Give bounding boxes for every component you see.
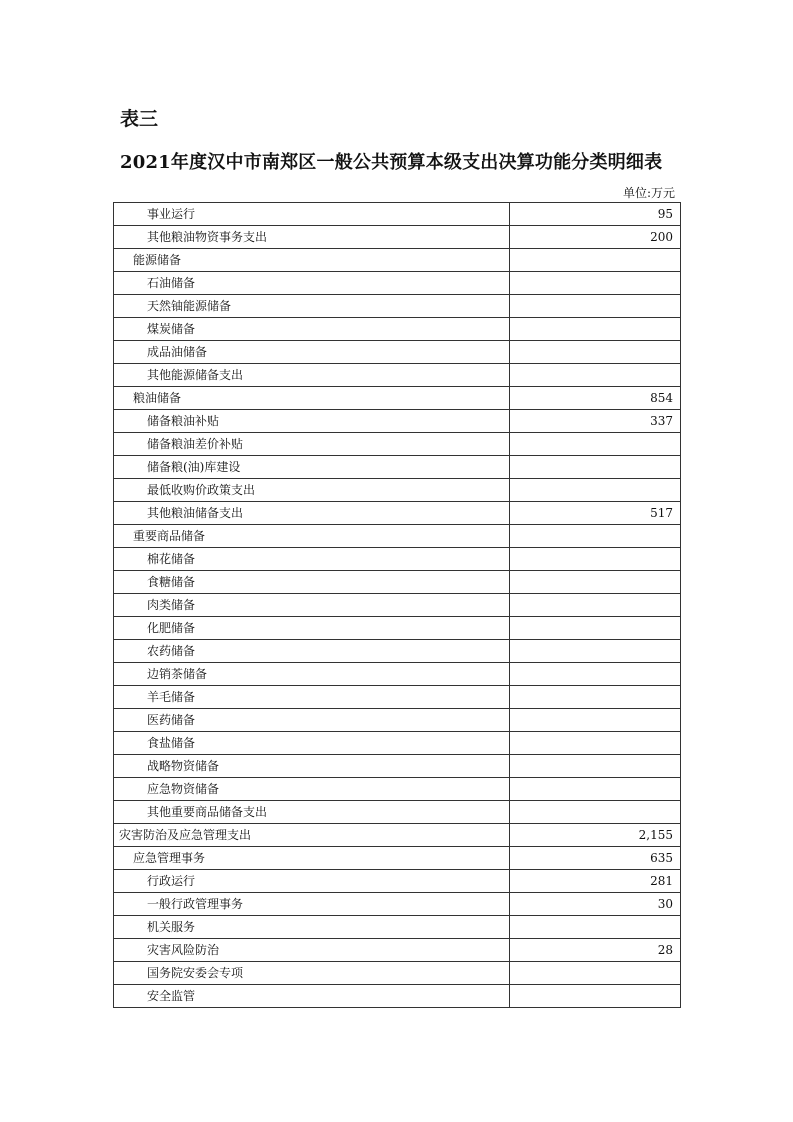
item-name-cell: 天然铀能源储备	[114, 295, 510, 318]
amount-cell: 517	[510, 502, 681, 525]
table-row	[114, 571, 681, 594]
amount-cell	[510, 594, 681, 617]
amount-cell	[510, 962, 681, 985]
table-row	[114, 318, 681, 341]
amount-cell: 95	[510, 203, 681, 226]
table-row	[114, 870, 681, 893]
table-row	[114, 893, 681, 916]
table-row	[114, 686, 681, 709]
item-name-cell: 煤炭储备	[114, 318, 510, 341]
section-heading: 表三	[120, 108, 159, 130]
item-name-cell: 棉花储备	[114, 548, 510, 571]
item-name-cell: 战略物资储备	[114, 755, 510, 778]
amount-cell	[510, 479, 681, 502]
item-name-cell: 食盐储备	[114, 732, 510, 755]
item-name-cell: 羊毛储备	[114, 686, 510, 709]
item-name-cell: 重要商品储备	[114, 525, 510, 548]
amount-cell: 2,155	[510, 824, 681, 847]
item-name-cell: 灾害风险防治	[114, 939, 510, 962]
amount-cell	[510, 985, 681, 1008]
item-name-cell: 一般行政管理事务	[114, 893, 510, 916]
item-name-cell: 储备粮油补贴	[114, 410, 510, 433]
amount-cell	[510, 617, 681, 640]
budget-table-body	[114, 203, 681, 1008]
amount-cell	[510, 640, 681, 663]
table-row	[114, 295, 681, 318]
amount-cell: 337	[510, 410, 681, 433]
amount-cell	[510, 525, 681, 548]
amount-cell	[510, 686, 681, 709]
item-name-cell: 其他重要商品储备支出	[114, 801, 510, 824]
item-name-cell: 农药储备	[114, 640, 510, 663]
amount-cell	[510, 318, 681, 341]
item-name-cell: 食糖储备	[114, 571, 510, 594]
amount-cell	[510, 732, 681, 755]
amount-cell	[510, 456, 681, 479]
table-row	[114, 525, 681, 548]
table-row	[114, 801, 681, 824]
item-name-cell: 肉类储备	[114, 594, 510, 617]
amount-cell: 200	[510, 226, 681, 249]
item-name-cell: 化肥储备	[114, 617, 510, 640]
table-row	[114, 548, 681, 571]
table-row	[114, 709, 681, 732]
item-name-cell: 灾害防治及应急管理支出	[114, 824, 510, 847]
table-row	[114, 226, 681, 249]
item-name-cell: 能源储备	[114, 249, 510, 272]
amount-cell: 281	[510, 870, 681, 893]
item-name-cell: 储备粮(油)库建设	[114, 456, 510, 479]
amount-cell: 854	[510, 387, 681, 410]
amount-cell	[510, 548, 681, 571]
table-row	[114, 778, 681, 801]
amount-cell	[510, 272, 681, 295]
amount-cell	[510, 709, 681, 732]
item-name-cell: 行政运行	[114, 870, 510, 893]
table-row	[114, 594, 681, 617]
table-row	[114, 502, 681, 525]
item-name-cell: 其他粮油物资事务支出	[114, 226, 510, 249]
amount-cell	[510, 249, 681, 272]
page-title: 2021年度汉中市南郑区一般公共预算本级支出决算功能分类明细表	[120, 152, 663, 173]
table-row	[114, 341, 681, 364]
table-row	[114, 387, 681, 410]
amount-cell	[510, 571, 681, 594]
item-name-cell: 机关服务	[114, 916, 510, 939]
table-row	[114, 640, 681, 663]
table-row	[114, 249, 681, 272]
amount-cell: 30	[510, 893, 681, 916]
table-row	[114, 732, 681, 755]
table-row	[114, 617, 681, 640]
table-row	[114, 663, 681, 686]
amount-cell: 28	[510, 939, 681, 962]
amount-cell	[510, 755, 681, 778]
item-name-cell: 应急管理事务	[114, 847, 510, 870]
item-name-cell: 粮油储备	[114, 387, 510, 410]
table-row	[114, 916, 681, 939]
item-name-cell: 其他能源储备支出	[114, 364, 510, 387]
item-name-cell: 其他粮油储备支出	[114, 502, 510, 525]
table-row	[114, 962, 681, 985]
table-row	[114, 203, 681, 226]
amount-cell	[510, 916, 681, 939]
table-row	[114, 272, 681, 295]
unit-label: 单位:万元	[622, 186, 675, 200]
table-row	[114, 456, 681, 479]
table-row	[114, 479, 681, 502]
item-name-cell: 事业运行	[114, 203, 510, 226]
table-row	[114, 985, 681, 1008]
table-row	[114, 433, 681, 456]
table-row	[114, 939, 681, 962]
table-row	[114, 410, 681, 433]
table-row	[114, 847, 681, 870]
item-name-cell: 医药储备	[114, 709, 510, 732]
amount-cell	[510, 778, 681, 801]
amount-cell	[510, 663, 681, 686]
item-name-cell: 应急物资储备	[114, 778, 510, 801]
item-name-cell: 石油储备	[114, 272, 510, 295]
table-row	[114, 755, 681, 778]
item-name-cell: 国务院安委会专项	[114, 962, 510, 985]
table-row	[114, 364, 681, 387]
item-name-cell: 安全监管	[114, 985, 510, 1008]
amount-cell	[510, 364, 681, 387]
amount-cell	[510, 295, 681, 318]
amount-cell	[510, 801, 681, 824]
item-name-cell: 边销茶储备	[114, 663, 510, 686]
budget-table	[113, 202, 681, 1008]
amount-cell: 635	[510, 847, 681, 870]
item-name-cell: 储备粮油差价补贴	[114, 433, 510, 456]
item-name-cell: 最低收购价政策支出	[114, 479, 510, 502]
amount-cell	[510, 433, 681, 456]
amount-cell	[510, 341, 681, 364]
table-row	[114, 824, 681, 847]
item-name-cell: 成品油储备	[114, 341, 510, 364]
